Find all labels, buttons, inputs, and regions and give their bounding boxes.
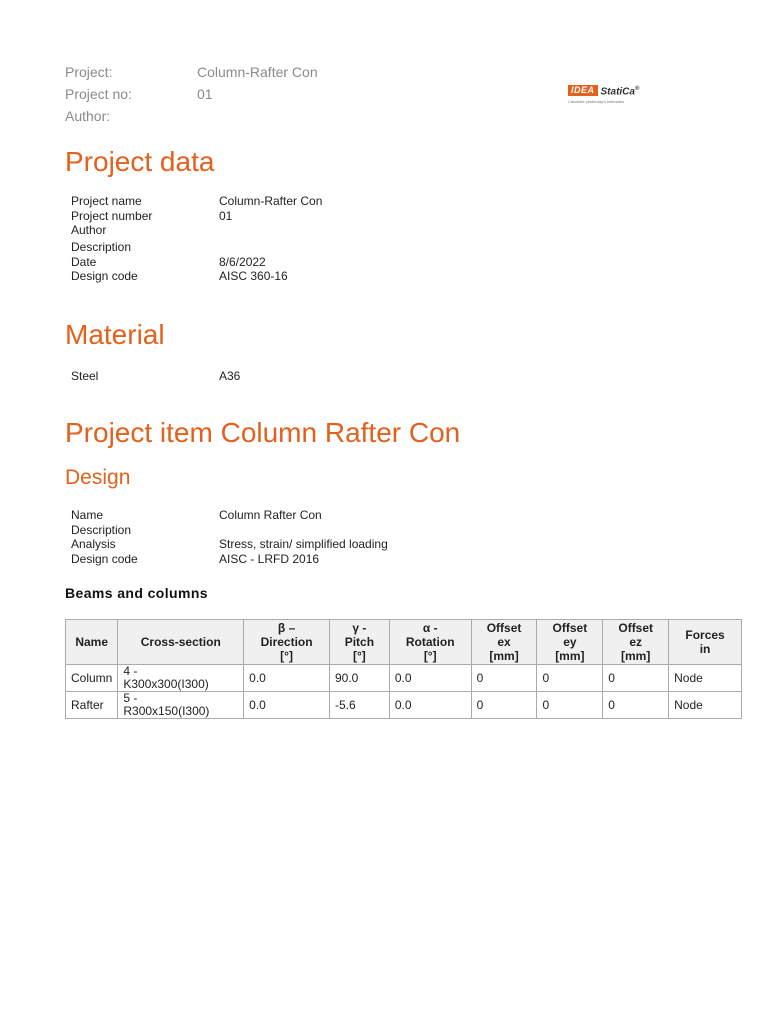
header-line: α - (422, 621, 438, 635)
kv-row (71, 240, 322, 255)
header-line: [mm] (489, 649, 519, 663)
col-header-rotation (389, 620, 471, 665)
header-line: β – (277, 621, 296, 635)
kv-row (71, 223, 322, 240)
kv-row (71, 194, 322, 209)
header-line: ez (629, 635, 643, 649)
cell-offset-ez: 0 (603, 665, 669, 692)
material-table (71, 369, 240, 384)
header-line: ex (497, 635, 511, 649)
design-table (71, 508, 388, 566)
cell-offset-ez: 0 (603, 692, 669, 719)
cell-direction: 0.0 (244, 692, 330, 719)
kv-label: Project name (71, 194, 142, 208)
header-line: Offset (486, 621, 522, 635)
header-label: Project: (65, 64, 113, 80)
header-project-row (65, 61, 705, 83)
kv-label: Author (71, 223, 107, 237)
kv-label: Date (71, 254, 97, 269)
kv-row (71, 523, 388, 538)
kv-label: Design code (71, 269, 138, 283)
col-header-direction (244, 620, 330, 665)
col-header-offset-ez (603, 620, 669, 665)
header-line: [mm] (555, 649, 585, 663)
kv-value: AISC - LRFD 2016 (219, 551, 320, 566)
header-line: Rotation (405, 635, 455, 649)
col-header-pitch (329, 620, 389, 665)
cell-offset-ey: 0 (537, 692, 603, 719)
kv-value: 8/6/2022 (219, 254, 266, 269)
cs-line: 5 - (123, 691, 138, 705)
idea-statica-logo (568, 84, 688, 106)
logo-mark (568, 84, 688, 97)
project-item-title: Project item Column Rafter Con (65, 417, 461, 448)
kv-value: Column Rafter Con (219, 508, 322, 522)
cell-offset-ey: 0 (537, 665, 603, 692)
header-line: Offset (552, 621, 588, 635)
cell-cross-section (118, 665, 244, 692)
col-header-offset-ey (537, 620, 603, 665)
cell-offset-ex: 0 (471, 692, 537, 719)
header-line: Forces (685, 628, 725, 642)
kv-label: Description (71, 522, 132, 537)
kv-row (71, 508, 388, 523)
col-header-offset-ex (471, 620, 537, 665)
col-header-forces-in (669, 620, 742, 665)
logo-reg: ® (634, 86, 640, 92)
beams-columns-table (65, 619, 742, 719)
header-label: Project no: (65, 86, 132, 102)
kv-row (71, 537, 388, 552)
header-line: [°] (353, 649, 366, 663)
cell-forces-in: Node (669, 692, 742, 719)
header-line: Pitch (344, 635, 375, 649)
kv-row (71, 369, 240, 384)
header-label: Author: (65, 108, 111, 124)
kv-label: Steel (71, 369, 99, 383)
beams-columns-title: Beams and columns (65, 585, 208, 601)
cell-cross-section (118, 692, 244, 719)
header-line: Name (75, 635, 109, 649)
cs-line: 4 - (123, 664, 138, 678)
header-line: Offset (618, 621, 654, 635)
cell-offset-ex: 0 (471, 665, 537, 692)
header-line: [mm] (621, 649, 651, 663)
header-value: Column-Rafter Con (197, 64, 318, 80)
cs-line: K300x300(I300) (123, 677, 209, 691)
table-row (66, 665, 742, 692)
kv-label: Project number (71, 208, 153, 223)
kv-label: Description (71, 240, 132, 254)
kv-value: AISC 360-16 (219, 269, 288, 283)
logo-tagline: Calculate yesterday's estimates (568, 99, 625, 105)
kv-value: Column-Rafter Con (219, 194, 323, 208)
header-author-row (65, 105, 705, 127)
kv-label: Name (71, 508, 104, 522)
header-line: [°] (423, 649, 437, 663)
kv-label: Design code (71, 551, 138, 566)
table-row (66, 692, 742, 719)
cell-direction: 0.0 (244, 665, 330, 692)
logo-word-text: StatiCa (600, 86, 635, 98)
cell-pitch: -5.6 (329, 692, 389, 719)
logo-idea-box: IDEA (568, 85, 598, 96)
cell-rotation: 0.0 (389, 665, 471, 692)
header-line: γ - (352, 621, 367, 635)
kv-label: Analysis (71, 537, 116, 551)
kv-row (71, 209, 322, 224)
table-header-row (66, 620, 742, 665)
header-line: [°] (280, 649, 293, 663)
header-line: in (699, 642, 711, 656)
cell-pitch: 90.0 (329, 665, 389, 692)
kv-row (71, 269, 322, 284)
col-header-name (66, 620, 118, 665)
design-title: Design (65, 466, 131, 489)
kv-row (71, 255, 322, 270)
kv-value: A36 (219, 369, 241, 383)
project-data-title: Project data (65, 146, 215, 177)
cell-name: Rafter (66, 692, 118, 719)
kv-value: Stress, strain/ simplified loading (219, 537, 388, 551)
col-header-cross-section (118, 620, 244, 665)
material-title: Material (65, 319, 165, 350)
header-line: ey (563, 635, 577, 649)
project-data-table (71, 194, 322, 284)
cell-rotation: 0.0 (389, 692, 471, 719)
header-line: Direction (260, 635, 313, 649)
kv-row (71, 552, 388, 567)
kv-value: 01 (219, 208, 233, 223)
header-line: Cross-section (140, 635, 221, 649)
logo-word (601, 84, 640, 97)
cell-forces-in: Node (669, 665, 742, 692)
header-value: 01 (197, 86, 213, 102)
cell-name: Column (66, 665, 118, 692)
cs-line: R300x150(I300) (123, 704, 210, 718)
